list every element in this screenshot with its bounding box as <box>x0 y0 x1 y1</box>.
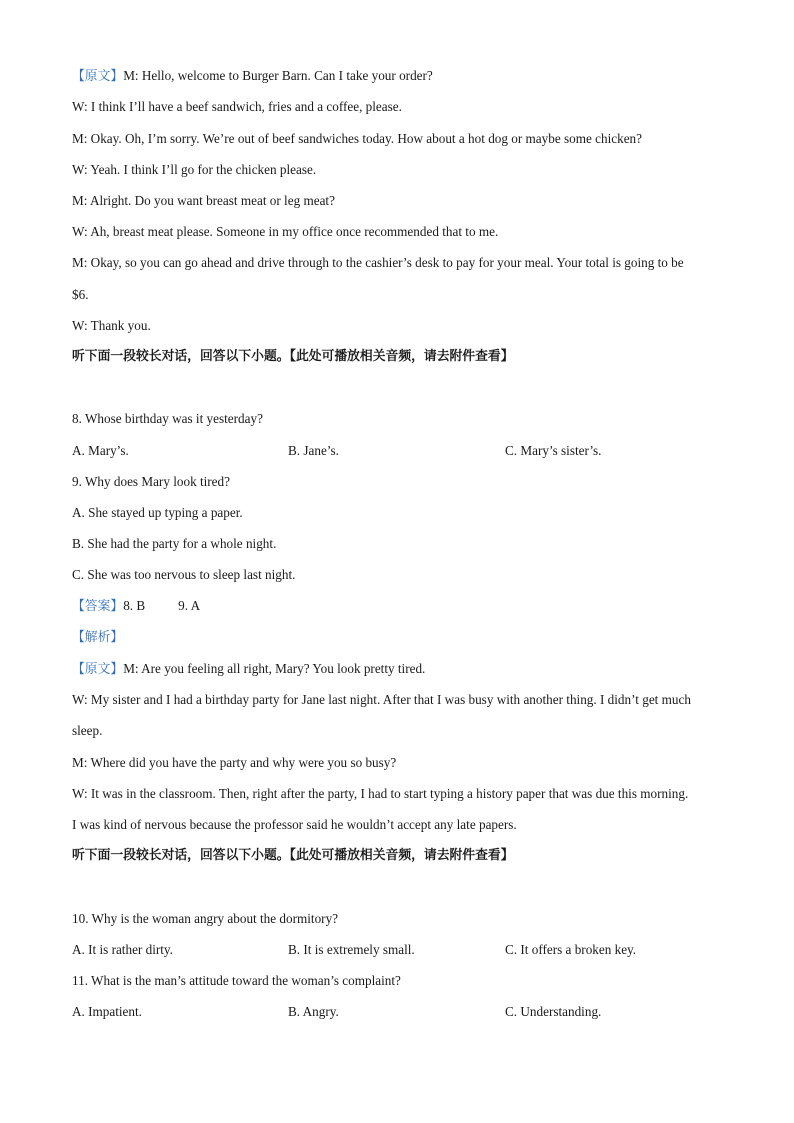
option-a: A. She stayed up typing a paper. <box>72 505 243 520</box>
answer-line <box>72 598 200 615</box>
transcript-line: 【原文】M: Are you feeling all right, Mary? You look pretty tired. <box>72 661 426 677</box>
analysis-tag: 【解析】 <box>72 630 124 645</box>
listening-instruction: 听下面一段较长对话，回答以下小题。【此处可播放相关音频，请去附件查看】 <box>72 349 514 364</box>
transcript-tag: 【原文】 <box>72 69 124 84</box>
answer-text: 8. B 9. A <box>123 598 201 613</box>
transcript-line: $6. <box>72 287 89 302</box>
transcript-line: M: Where did you have the party and why were you so busy? <box>72 755 397 770</box>
option-c: C. She was too nervous to sleep last night. <box>72 567 296 582</box>
option-c: C. It offers a broken key. <box>505 942 637 957</box>
option-a: A. Mary’s. <box>72 443 129 458</box>
transcript-line: W: I think I’ll have a beef sandwich, fries and a coffee, please. <box>72 99 402 114</box>
transcript-tag: 【原文】 <box>72 662 124 677</box>
transcript-line: W: It was in the classroom. Then, right after the party, I had to start typing a history paper that was due this morning. <box>72 786 689 801</box>
option-b: B. It is extremely small. <box>288 942 415 957</box>
option-a: A. It is rather dirty. <box>72 942 173 957</box>
option-b: B. Jane’s. <box>288 443 339 458</box>
transcript-line: sleep. <box>72 723 103 738</box>
answer-tag: 【答案】 <box>72 599 124 614</box>
question-stem: 10. Why is the woman angry about the dormitory? <box>72 911 339 926</box>
transcript-line: I was kind of nervous because the professor said he wouldn’t accept any late papers. <box>72 817 517 832</box>
option-b: B. Angry. <box>288 1004 339 1019</box>
transcript-line: W: My sister and I had a birthday party for Jane last night. After that I was busy with another thing. I didn’t get much <box>72 692 691 707</box>
listening-instruction: 听下面一段较长对话，回答以下小题。【此处可播放相关音频，请去附件查看】 <box>72 848 514 863</box>
option-c: C. Understanding. <box>505 1004 602 1019</box>
question-stem: 9. Why does Mary look tired? <box>72 474 230 489</box>
transcript-line: 【原文】M: Hello, welcome to Burger Barn. Can I take your order? <box>72 68 433 84</box>
transcript-line: M: Okay, so you can go ahead and drive through to the cashier’s desk to pay for your meal. Your total is going to be <box>72 255 684 270</box>
option-b: B. She had the party for a whole night. <box>72 536 277 551</box>
transcript-line: W: Yeah. I think I’ll go for the chicken please. <box>72 162 317 177</box>
question-stem: 8. Whose birthday was it yesterday? <box>72 411 263 426</box>
transcript-line: W: Thank you. <box>72 318 151 333</box>
transcript-line: W: Ah, breast meat please. Someone in my office once recommended that to me. <box>72 224 499 239</box>
option-a: A. Impatient. <box>72 1004 142 1019</box>
option-c: C. Mary’s sister’s. <box>505 443 602 458</box>
transcript-line: M: Okay. Oh, I’m sorry. We’re out of beef sandwiches today. How about a hot dog or maybe some chicken? <box>72 131 642 146</box>
transcript-line: M: Alright. Do you want breast meat or leg meat? <box>72 193 335 208</box>
question-stem: 11. What is the man’s attitude toward the woman’s complaint? <box>72 973 401 988</box>
